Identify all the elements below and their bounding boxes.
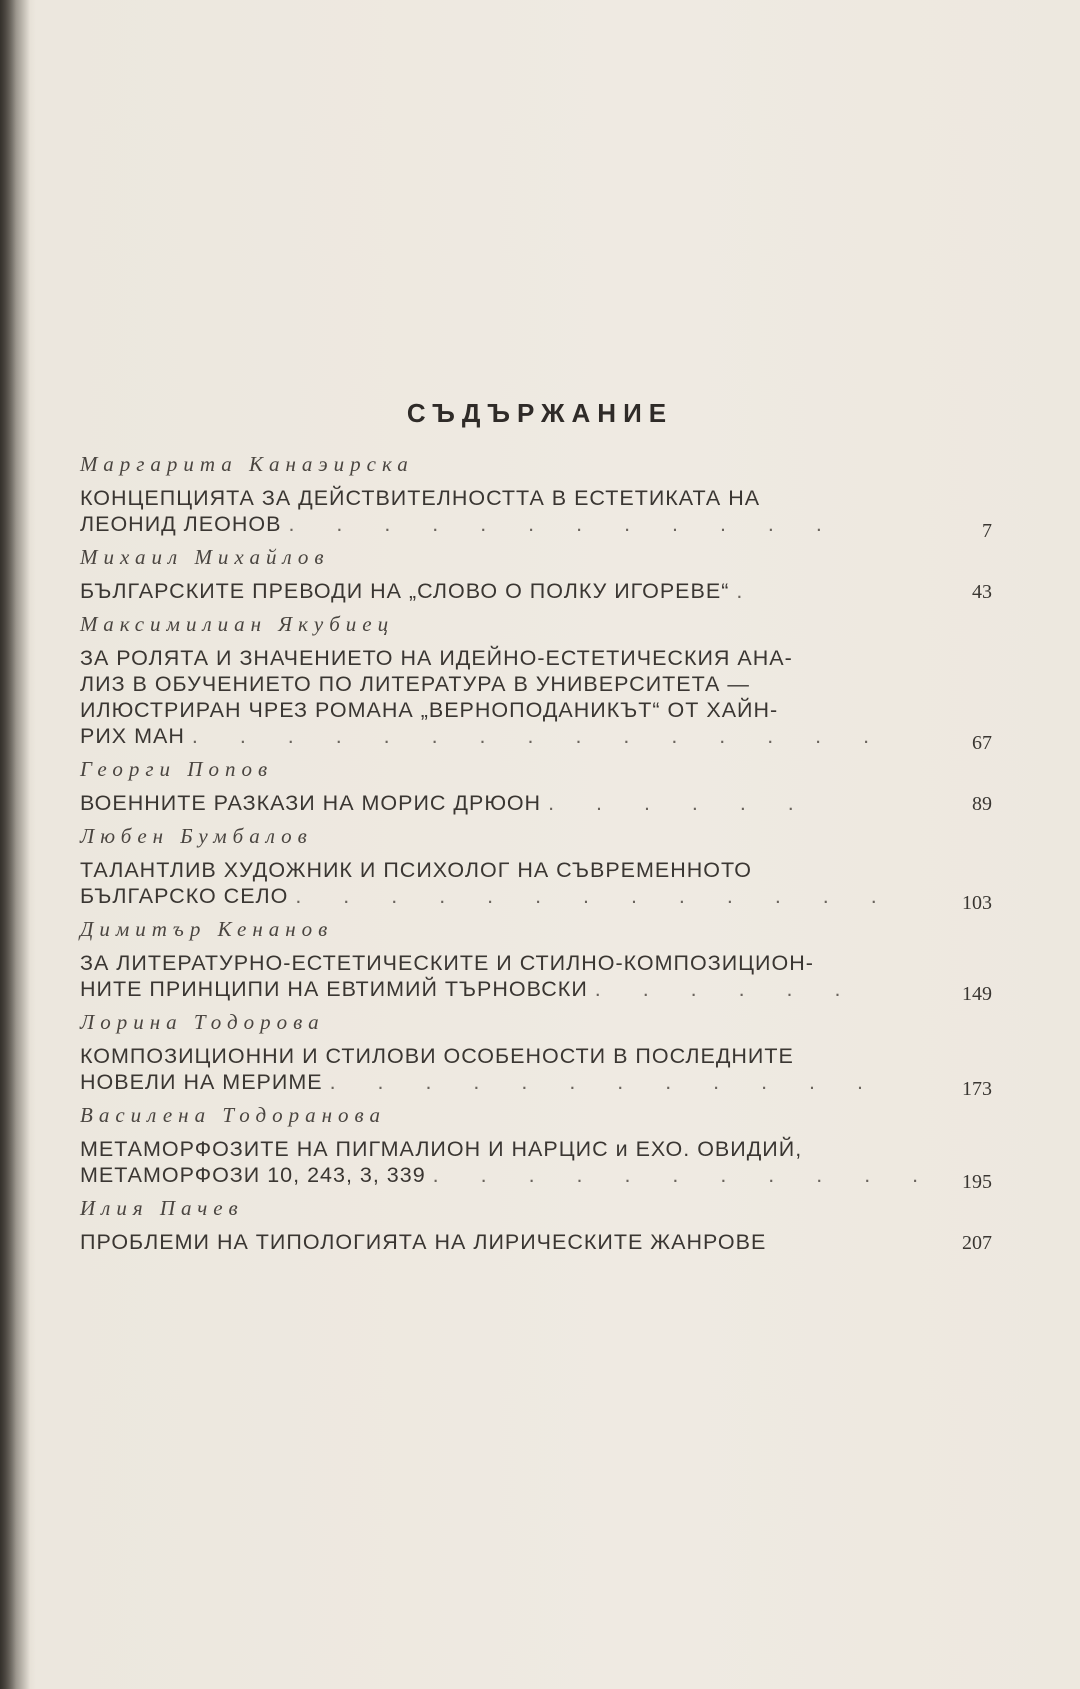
entry-title	[80, 950, 950, 1002]
title-line	[80, 511, 950, 537]
entry-title	[80, 578, 950, 604]
table-of-contents	[80, 452, 1020, 1263]
title-line: ЛИЗ В ОБУЧЕНИЕТО ПО ЛИТЕРАТУРА В УНИВЕРСИТЕТА —	[80, 672, 750, 696]
title-line: ИЛЮСТРИРАН ЧРЕЗ РОМАНА „ВЕРНОПОДАНИКЪТ“ ОТ ХАЙН-	[80, 698, 779, 722]
toc-entry	[80, 757, 1020, 816]
title-line: КОНЦЕПЦИЯТА ЗА ДЕЙСТВИТЕЛНОСТТА В ЕСТЕТИКАТА НА	[80, 486, 761, 510]
leader-dots: .	[736, 579, 761, 603]
title-line: ТАЛАНТЛИВ ХУДОЖНИК И ПСИХОЛОГ НА СЪВРЕМЕННОТО	[80, 858, 752, 882]
entry-author: Димитър Кенанов	[80, 917, 334, 941]
title-text: РИХ МАН	[80, 724, 185, 748]
entry-title	[80, 1043, 950, 1095]
entry-author: Любен Бумбалов	[80, 824, 313, 848]
toc-entry	[80, 452, 1020, 542]
title-text: БЪЛГАРСКИТЕ ПРЕВОДИ НА „СЛОВО О ПОЛКУ ИГОРЕВЕ“	[80, 579, 730, 603]
title-text: НИТЕ ПРИНЦИПИ НА ЕВТИМИЙ ТЪРНОВСКИ	[80, 977, 588, 1001]
title-line: ПРОБЛЕМИ НА ТИПОЛОГИЯТА НА ЛИРИЧЕСКИТЕ ЖАНРОВЕ	[80, 1230, 767, 1254]
entry-author: Маргарита Канаэирска	[80, 452, 414, 476]
leader-dots: . . . . . . . . . . . . . . .	[191, 724, 888, 748]
toc-entry	[80, 824, 1020, 914]
title-line	[80, 976, 950, 1002]
title-text: ЛЕОНИД ЛЕОНОВ	[80, 512, 282, 536]
title-text: НОВЕЛИ НА МЕРИМЕ	[80, 1070, 323, 1094]
title-line	[80, 883, 950, 909]
entry-author: Илия Пачев	[80, 1196, 244, 1220]
leader-dots: . . . . . .	[548, 791, 812, 815]
entry-page-number: 103	[962, 892, 992, 914]
entry-title	[80, 857, 950, 909]
entry-page-number: 149	[962, 983, 992, 1005]
leader-dots: . . . . . . . . . . . .	[288, 512, 840, 536]
entry-title	[80, 1229, 950, 1255]
title-line	[80, 790, 950, 816]
entry-author: Лорина Тодорова	[80, 1010, 325, 1034]
title-line	[80, 723, 950, 749]
title-line	[80, 578, 950, 604]
toc-entry	[80, 545, 1020, 604]
entry-page-number: 207	[962, 1232, 992, 1254]
entry-author: Максимилиан Якубиец	[80, 612, 395, 636]
contents-heading: СЪДЪРЖАНИЕ	[406, 398, 674, 428]
entry-author: Георги Попов	[80, 757, 274, 781]
title-text: ВОЕННИТЕ РАЗКАЗИ НА МОРИС ДРЮОН	[80, 791, 542, 815]
entry-title	[80, 1136, 950, 1188]
title-line	[80, 1069, 950, 1095]
title-line	[80, 1162, 950, 1188]
entry-page-number: 173	[962, 1078, 992, 1100]
entry-page-number: 195	[962, 1171, 992, 1193]
leader-dots: . . . . . . . . . . . .	[329, 1070, 881, 1094]
title-text: БЪЛГАРСКО СЕЛО	[80, 884, 289, 908]
toc-entry	[80, 1196, 1020, 1255]
entry-title	[80, 485, 950, 537]
book-spine-shadow	[0, 0, 30, 1689]
toc-entry	[80, 612, 1020, 754]
entry-author: Василена Тодоранова	[80, 1103, 386, 1127]
toc-entry	[80, 1010, 1020, 1100]
toc-entry	[80, 917, 1020, 1005]
entry-title	[80, 645, 950, 749]
entry-author: Михаил Михайлов	[80, 545, 330, 569]
leader-dots: . . . . . . . . . . . . .	[295, 884, 895, 908]
entry-page-number: 67	[972, 732, 992, 754]
title-line: ЗА РОЛЯТА И ЗНАЧЕНИЕТО НА ИДЕЙНО-ЕСТЕТИЧЕСКИЯ АНА-	[80, 646, 793, 670]
title-line: ЗА ЛИТЕРАТУРНО-ЕСТЕТИЧЕСКИТЕ И СТИЛНО-КОМПОЗИЦИОН-	[80, 951, 814, 975]
leader-dots: . . . . . .	[594, 977, 859, 1001]
title-line: МЕТАМОРФОЗИТЕ НА ПИГМАЛИОН И НАРЦИС и ЕХО. ОВИДИЙ,	[80, 1137, 803, 1161]
entry-page-number: 7	[982, 520, 992, 542]
title-line: КОМПОЗИЦИОННИ И СТИЛОВИ ОСОБЕНОСТИ В ПОСЛЕДНИТЕ	[80, 1044, 794, 1068]
entry-page-number: 43	[972, 581, 992, 603]
title-text: МЕТАМОРФОЗИ 10, 243, 3, 339	[80, 1163, 426, 1187]
entry-page-number: 89	[972, 793, 992, 815]
leader-dots: . . . . . . . . . . .	[432, 1163, 937, 1187]
toc-entry	[80, 1103, 1020, 1193]
entry-title	[80, 790, 950, 816]
